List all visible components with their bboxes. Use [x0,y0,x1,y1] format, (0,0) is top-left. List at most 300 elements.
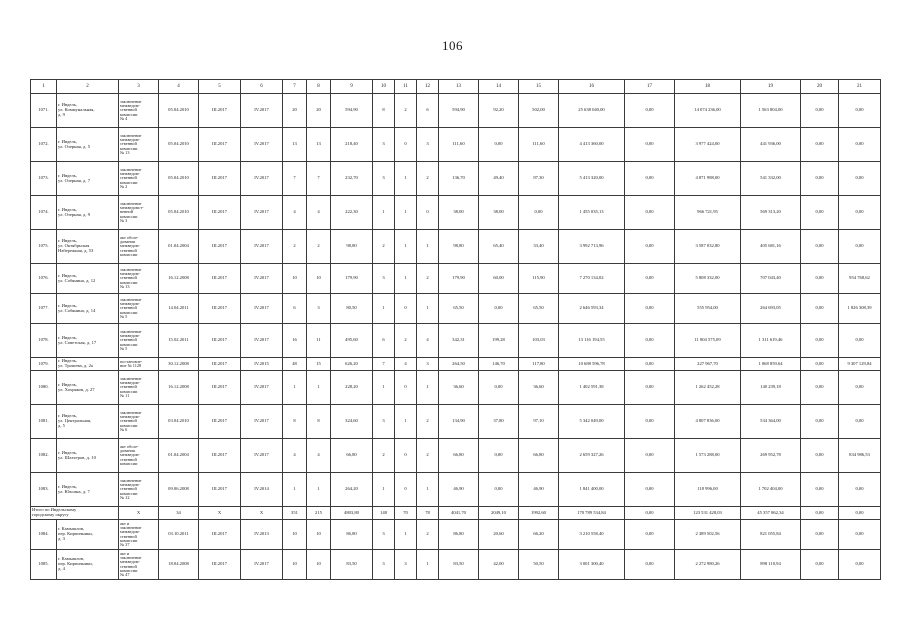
table-cell: 1 [307,473,331,507]
table-cell: 0,00 [625,520,675,550]
table-cell: 441 936,00 [741,128,801,162]
table-cell: 4803,80 [331,507,373,520]
table-cell: 0,00 [625,264,675,294]
table-cell: 10 [307,520,331,550]
table-cell: г. Ивдель, ул. Озерная, д. 5 [57,128,119,162]
table-cell: 46,90 [519,473,559,507]
table-cell: III.2017 [199,520,241,550]
table-cell: 3 [373,550,395,580]
table-cell: 569 313,20 [741,196,801,230]
table-cell: 1 [373,196,395,230]
table-cell: 3 001 300,40 [559,550,625,580]
table-cell: 0,00 [839,473,881,507]
table-cell: 49,40 [479,162,519,196]
table-cell: 20,60 [479,520,519,550]
table-cell: IV.2017 [241,371,283,405]
table-cell: 269 952,78 [741,439,801,473]
table-cell: 103,03 [519,324,559,358]
table-cell: 05.04.2010 [159,196,199,230]
table-cell: 0,00 [801,294,839,324]
table-cell: 60,00 [479,264,519,294]
table-cell: 0,00 [801,264,839,294]
table-cell: 0,00 [839,520,881,550]
table-cell: заключение межведом- ственной комиссии № 13 [119,128,159,162]
table-cell: III.2017 [199,550,241,580]
column-header: 18 [675,80,741,94]
table-cell: 8 [307,405,331,439]
table-cell: 146,70 [479,358,519,371]
table-cell: 1 [395,196,417,230]
table-cell: 5 413 320,00 [559,162,625,196]
table-row [31,520,881,550]
table-cell: 13 [307,128,331,162]
table-row [31,128,881,162]
table-cell: 0,00 [625,294,675,324]
column-header: 6 [241,80,283,94]
table-cell: заключение межведом- ственной комиссии № 4 [119,94,159,128]
table-cell: 0,00 [479,473,519,507]
table-cell: 5 342 049,00 [559,405,625,439]
table-cell: 98,80 [439,230,479,264]
table-cell: 0,00 [625,439,675,473]
table-cell: 38,00 [479,196,519,230]
table-cell: 140 239,18 [741,371,801,405]
column-header: 19 [741,80,801,94]
table-cell: 36,60 [519,371,559,405]
total-row [31,507,881,520]
table-cell: 0,00 [839,371,881,405]
table-cell: 117,80 [519,358,559,371]
table-cell: III.2017 [199,358,241,371]
table-cell: 6 [373,324,395,358]
table-cell: 1 [373,294,395,324]
table-cell: 05.04.2010 [159,94,199,128]
table-cell: 0,00 [801,550,839,580]
table-cell: III.2017 [199,294,241,324]
column-header: 12 [417,80,439,94]
table-cell: 18.04.2008 [159,550,199,580]
table-cell: 14 074 236,00 [675,94,741,128]
table-cell: 215 [307,507,331,520]
column-header: 21 [839,80,881,94]
column-header: 3 [119,80,159,94]
table-cell: 1 563 804,00 [741,94,801,128]
table-cell: 1 841 400,00 [559,473,625,507]
table-cell: 4 871 988,00 [675,162,741,196]
table-row [31,358,881,371]
table-cell: 2 272 980,26 [675,550,741,580]
table-cell: IV.2017 [241,162,283,196]
table-cell: 37,80 [479,405,519,439]
table-cell: 11 [307,324,331,358]
table-cell: 3 [373,162,395,196]
table-cell: 3 210 558,40 [559,520,625,550]
table-cell: 342,31 [439,324,479,358]
table-cell: X [119,507,159,520]
table-cell: 1071. [31,94,57,128]
table-cell: 2 [417,439,439,473]
table-cell: заключение межведом- ственной комиссии № 11 [119,371,159,405]
table-cell: 0,00 [625,358,675,371]
table-cell: акт и заключение межведом- ственной комиссии № 47 [119,550,159,580]
table-cell: 0,00 [625,324,675,358]
table-cell: 0,00 [479,128,519,162]
table-cell: 4 [307,439,331,473]
table-cell: 2 [307,230,331,264]
column-header: 11 [395,80,417,94]
table-cell: 502,00 [519,94,559,128]
table-row [31,473,881,507]
table-cell: III.2017 [199,264,241,294]
table-cell: г. Ивдель, ул. Озерная, д. 9 [57,196,119,230]
table-cell: III.2017 [199,473,241,507]
table-cell: 1 702 404,00 [741,473,801,507]
total-label: Итого по Ивдельскому городскому округу [31,507,119,520]
table-row [31,405,881,439]
table-cell: 0,00 [839,128,881,162]
table-cell: 555 954,00 [675,294,741,324]
table-cell: 179,90 [331,264,373,294]
table-cell: IV.2014 [241,473,283,507]
table-cell: 7 270 134,02 [559,264,625,294]
table-cell: 1072. [31,128,57,162]
table-cell: 3 [307,294,331,324]
table-cell: г. Ивдель, ул. Октябрьская Набережная, д. 53 [57,230,119,264]
table-cell: IV.2013 [241,520,283,550]
table-row [31,196,881,230]
table-cell: 148 [373,507,395,520]
table-cell: 2049,10 [479,507,519,520]
table-cell: 7 [283,162,307,196]
table-cell: 6 [283,294,307,324]
table-cell: 1 [395,405,417,439]
table-row [31,264,881,294]
table-cell: 0,00 [625,507,675,520]
table-cell: акт обсле- дования межведом- ственной комиссии [119,439,159,473]
table-cell: 01.04.2004 [159,230,199,264]
table-cell: 8 [283,405,307,439]
table-cell: 0,00 [625,550,675,580]
table-cell: 2 [373,439,395,473]
table-cell: 6 [417,94,439,128]
table-cell: 03.10.2011 [159,520,199,550]
table-cell: 0,00 [801,405,839,439]
table-cell: 10 [283,264,307,294]
table-cell: 20 [283,94,307,128]
table-cell: 34 [159,507,199,520]
table-cell: 1 [417,294,439,324]
table-cell: 20 [307,94,331,128]
table-cell: 1079. [31,358,57,371]
table-cell: 0 [395,371,417,405]
table-cell: 3 977 424,00 [675,128,741,162]
table-cell: IV.2017 [241,230,283,264]
column-header: 14 [479,80,519,94]
table-cell: 0,00 [801,358,839,371]
table-cell: 179,90 [439,264,479,294]
table-cell: заключение межведом- ственной комиссии № 5 [119,324,159,358]
table-cell: 46,90 [439,473,479,507]
table-row [31,230,881,264]
table-row [31,324,881,358]
table-cell: 232,70 [331,162,373,196]
table-cell: IV.2017 [241,264,283,294]
column-header: 13 [439,80,479,94]
table-cell: 33,40 [519,230,559,264]
column-header: 5 [199,80,241,94]
table-cell: 36,60 [439,371,479,405]
table-cell: 1080. [31,371,57,405]
table-cell: IV.2017 [241,294,283,324]
table-cell: 3 [395,550,417,580]
table-cell: 1 [307,371,331,405]
table-cell: 0,00 [839,162,881,196]
table-cell: III.2017 [199,405,241,439]
table-cell: 48 [283,358,307,371]
table-cell: IV.2017 [241,324,283,358]
table-cell: 09.06.2008 [159,473,199,507]
column-header: 20 [801,80,839,94]
column-header: 9 [331,80,373,94]
table-cell: 66,80 [519,439,559,473]
table-cell: III.2017 [199,196,241,230]
column-header: 1 [31,80,57,94]
table-cell: 2 [373,230,395,264]
table-cell: 3 [417,358,439,371]
table-cell: 123 531 428,03 [675,507,741,520]
column-header: 8 [307,80,331,94]
table-cell: IV.2017 [241,94,283,128]
column-header: 15 [519,80,559,94]
table-cell: 0,00 [839,405,881,439]
table-cell: 66,80 [439,439,479,473]
table-cell: г. Ивдель, ул. Советская, д. 17 [57,324,119,358]
table-cell: 1075. [31,230,57,264]
table-row [31,550,881,580]
page-number: 106 [442,38,463,53]
registry-table [30,79,881,580]
table-cell: 405 681,16 [741,230,801,264]
table-cell: 264,50 [439,358,479,371]
table-cell: 10 [283,550,307,580]
table-cell: 7 [373,358,395,371]
table-cell: 87,30 [519,162,559,196]
column-header: 7 [283,80,307,94]
table-cell: 0,00 [801,520,839,550]
table-cell: 2 [417,264,439,294]
table-cell: 534 364,00 [741,405,801,439]
table-cell: 10 [307,550,331,580]
table-cell: 1084. [31,520,57,550]
table-cell: 4 807 836,00 [675,405,741,439]
table-cell: 2 [283,230,307,264]
table-cell: г. Ивдель, ул. Коммунальная, д. 9 [57,94,119,128]
table-cell: 15.02.2011 [159,324,199,358]
table-cell: 2 389 502,56 [675,520,741,550]
table-cell: 4 [307,196,331,230]
table-cell: г. Ивдель, ул. Центральная, д. 5 [57,405,119,439]
table-row [31,294,881,324]
table-cell: 626,20 [331,358,373,371]
table-header-row [31,80,881,94]
table-cell: 50,50 [519,550,559,580]
table-cell: 83,50 [439,550,479,580]
table-cell: 05.04.2010 [159,128,199,162]
table-cell: 0,00 [801,162,839,196]
table-cell: 0 [417,196,439,230]
table-cell: 821 055,84 [741,520,801,550]
table-cell: 2 [395,94,417,128]
table-cell: акт обсле- дования межведом- ственной комиссии [119,230,159,264]
table-cell: 0,00 [801,507,839,520]
table-row [31,439,881,473]
table-cell: 218,40 [331,128,373,162]
table-cell: 15 [307,358,331,371]
table-cell: 495,60 [331,324,373,358]
table-cell: 45 357 862,34 [741,507,801,520]
table-body [31,94,881,580]
table-cell: г. Ивдель, ул. Трошева, д. 2а [57,358,119,371]
table-cell: 2 659 327,26 [559,439,625,473]
table-cell: 10 688 596,78 [559,358,625,371]
table-cell: 7 [307,162,331,196]
table-cell: 0,00 [479,294,519,324]
table-cell: 1082. [31,439,57,473]
column-header: 10 [373,80,395,94]
table-cell: 0,00 [839,230,881,264]
table-cell: 0,00 [839,196,881,230]
table-cell: 0,00 [801,439,839,473]
table-cell: заключение межведом- ственной комиссии № 13 [119,264,159,294]
table-cell: 222,30 [331,196,373,230]
table-cell: 1 [417,230,439,264]
table-cell: IV.2015 [241,358,283,371]
table-cell: 1085. [31,550,57,580]
table-cell: 227 967,70 [675,358,741,371]
table-cell: 70 [395,507,417,520]
table-cell: 1 262 452,28 [675,371,741,405]
table-cell: 66,20 [519,520,559,550]
table-cell: 1083. [31,473,57,507]
table-cell: 1992,60 [519,507,559,520]
table-row [31,94,881,128]
table-cell: 1073. [31,162,57,196]
table-cell: 13 [283,128,307,162]
column-header: 17 [625,80,675,94]
table-cell: 834 986,53 [839,439,881,473]
table-cell: 66,80 [331,439,373,473]
table-cell: 1 068 859,64 [741,358,801,371]
table-cell: 0,00 [839,507,881,520]
table-cell: 3 [373,405,395,439]
table-cell: 1 [395,264,417,294]
column-header: 4 [159,80,199,94]
table-cell: 1 [373,371,395,405]
table-cell: г. Камышлов, пер. Кирпичники, д. 4 [57,550,119,580]
table-cell: 03.04.2010 [159,405,199,439]
table-cell: 65,50 [439,294,479,324]
table-cell: 0,00 [801,324,839,358]
table-cell: 0,00 [625,473,675,507]
table-cell: X [241,507,283,520]
table-cell: 4 [417,324,439,358]
table-cell: III.2017 [199,128,241,162]
table-cell: 0,00 [625,162,675,196]
table-cell: 0 [395,128,417,162]
table-cell: IV.2017 [241,196,283,230]
table-cell: 4 413 360,00 [559,128,625,162]
table-cell: 1 826 308,39 [839,294,881,324]
table-cell: 38,00 [439,196,479,230]
table-cell: 594,90 [439,94,479,128]
column-header: 2 [57,80,119,94]
table-cell: 5 808 332,00 [675,264,741,294]
table-cell: 0,00 [801,196,839,230]
table-cell: 3 [373,128,395,162]
table-cell: г. Ивдель, ул. Собянина, д. 14 [57,294,119,324]
table-cell: 324,60 [331,405,373,439]
table-cell: 0,00 [625,371,675,405]
table-cell: 2 [395,324,417,358]
table-cell: 1 402 591,38 [559,371,625,405]
table-cell: 4 [395,358,417,371]
table-cell: 898 110,94 [741,550,801,580]
table-cell: 10 [283,520,307,550]
table-cell: 3 992 713,96 [559,230,625,264]
table-cell: 1081. [31,405,57,439]
table-cell: 1 [417,371,439,405]
table-cell: III.2017 [199,371,241,405]
table-cell: 2 [417,162,439,196]
table-cell: 0,00 [625,230,675,264]
table-cell: III.2017 [199,94,241,128]
table-cell: 14.04.2011 [159,294,199,324]
table-row [31,371,881,405]
table-cell: 16.12.2008 [159,371,199,405]
table-cell: 594,90 [331,94,373,128]
table-cell: г. Ивдель, ул. Юксина, д. 7 [57,473,119,507]
table-cell: 1076. [31,264,57,294]
table-cell: 0,00 [801,473,839,507]
table-cell: г. Ивдель, ул. Хохряков, д. 27 [57,371,119,405]
table-cell: 86,80 [439,520,479,550]
table-cell: 3 [373,264,395,294]
table-cell: 1 311 619,46 [741,324,801,358]
table-cell: IV.2017 [241,405,283,439]
table-cell: IV.2017 [241,128,283,162]
table-cell: 0,00 [625,94,675,128]
table-cell: III.2017 [199,439,241,473]
table-cell: 351 [283,507,307,520]
table-cell: 16.12.2008 [159,264,199,294]
table-cell: 83,50 [331,550,373,580]
column-header: 16 [559,80,625,94]
table-cell: 78 [417,507,439,520]
table-cell: 111,60 [439,128,479,162]
table-cell: 2 [417,520,439,550]
table-cell: заключение межведом- ственной комиссии № 2 [119,162,159,196]
table-cell: 0,00 [519,196,559,230]
table-cell: заключение межведомст- венной комиссии № 3 [119,196,159,230]
table-cell: г. Камышлов, пер. Кирпичники, д. 3 [57,520,119,550]
table-cell: заключение межведом- ственной комиссии № 12 [119,473,159,507]
table-cell: 115,90 [519,264,559,294]
table-cell: 1 [417,550,439,580]
table-cell: 3 [417,128,439,162]
table-cell: заключение межведом- ственной комиссии № 6 [119,405,159,439]
table-cell: 1 455 035,13 [559,196,625,230]
table-cell: 111,60 [519,128,559,162]
